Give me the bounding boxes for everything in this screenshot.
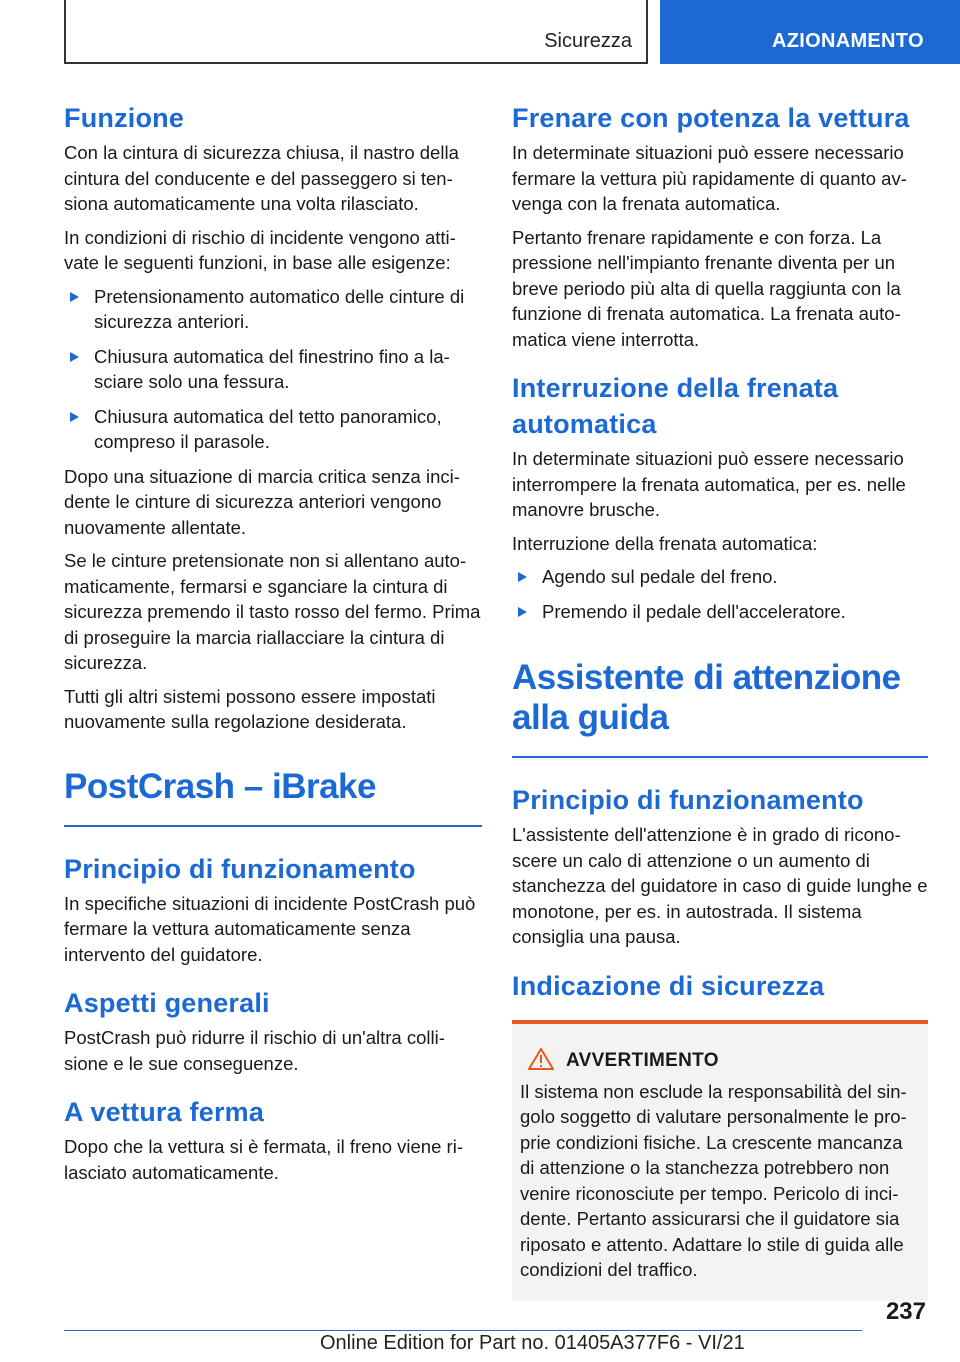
warning-box [512, 1020, 928, 1301]
funzione-bullet-list [64, 284, 482, 455]
aspetti-generali-text: PostCrash può ridurre il rischio di un'altra collisione e le sue conseguenze. [64, 1027, 445, 1074]
list-item: Chiusura automatica del finestrino fino a lasciare solo una fessura. [64, 344, 482, 395]
triangle-bullet-icon [518, 607, 527, 617]
postcrash-heading-wrap [64, 767, 482, 827]
triangle-bullet-icon [518, 572, 527, 582]
list-item: Pretensionamento automatico delle cinture di sicurezza anteriori. [64, 284, 482, 335]
right-column [512, 100, 928, 1301]
funzione-paragraph-4: Se le cinture pretensionate non si allentano automaticamente, fermarsi e sganciare la cintura di sicurezza premendo il tasto rosso del fermo. Prima di proseguire la marcia riallacciare la cintura di sicurezza. [64, 550, 481, 673]
warning-triangle-icon [528, 1048, 554, 1075]
postcrash-principio-heading: Principio di funzionamento [64, 853, 416, 884]
funzione-paragraph-2: In condizioni di rischio di incidente vengono attivate le seguenti funzioni, in base alle esigenze: [64, 226, 456, 273]
triangle-bullet-icon [70, 412, 79, 422]
interruzione-heading: Interruzione della frenata automatica [512, 373, 839, 439]
triangle-bullet-icon [70, 352, 79, 362]
interruzione-paragraph-2: Interruzione della frenata automatica: [512, 532, 818, 554]
page-number: 237 [885, 1298, 926, 1325]
triangle-bullet-icon [70, 292, 79, 302]
interruzione-paragraph-1: In determinate situazioni può essere necessario interrompere la frenata automatica, per es. nelle manovre brusche. [512, 448, 906, 520]
postcrash-heading: PostCrash – iBrake [64, 766, 376, 806]
funzione-heading: Funzione [64, 103, 185, 133]
header-chapter-tab [660, 0, 960, 64]
list-item: Agendo sul pedale del freno. [512, 564, 928, 590]
funzione-paragraph-1: Con la cintura di sicurezza chiusa, il nastro della cintura del conducente e del passeggero si tensiona automaticamente una volta rilasciato. [64, 142, 459, 214]
list-item: Premendo il pedale dell'acceleratore. [512, 599, 928, 625]
assistente-principio-text: L'assistente dell'attenzione è in grado di riconoscere un calo di attenzione o un aumento di stanchezza del guidatore in caso di guide lunghe e monotone, per es. in autostrada. Il sistema consiglia una pausa. [512, 824, 928, 947]
list-item: Chiusura automatica del tetto panoramico, compreso il parasole. [64, 404, 482, 455]
header-chapter-title: AZIONAMENTO [772, 30, 924, 52]
vettura-ferma-heading: A vettura ferma [64, 1097, 265, 1127]
frenare-paragraph-1: In determinate situazioni può essere necessario fermare la vettura più rapidamente di quanto avvenga con la frenata automatica. [512, 142, 907, 214]
header-section-title: Sicurezza [544, 30, 632, 52]
footer-divider [64, 1330, 862, 1331]
interruzione-bullet-list [512, 564, 928, 624]
warning-header [528, 1048, 920, 1075]
assistente-heading-wrap [512, 658, 928, 758]
footer-edition-text: Online Edition for Part no. 01405A377F6 - VI/21 [320, 1332, 745, 1354]
postcrash-principio-text: In specifiche situazioni di incidente PostCrash può fermare la vettura automaticamente senza intervento del guidatore. [64, 892, 476, 965]
header-left-box [64, 0, 648, 64]
warning-title: AVVERTIMENTO [566, 1050, 719, 1071]
assistente-heading: Assistente di attenzione alla guida [512, 658, 901, 737]
assistente-principio-heading: Principio di funzionamento [512, 785, 864, 815]
aspetti-generali-heading: Aspetti generali [64, 988, 270, 1018]
frenare-paragraph-2: Pertanto frenare rapidamente e con forza. La pressione nell'impianto frenante diventa per un breve periodo più alta di quella raggiunta con la funzione di frenata automatica. La frenata automatica viene interrotta. [512, 226, 901, 350]
frenare-heading: Frenare con potenza la vettura [512, 103, 910, 133]
funzione-paragraph-3: Dopo una situazione di marcia critica senza incidente le cinture di sicurezza anteriori vengono nuovamente allentate. [64, 465, 460, 538]
left-column [64, 100, 482, 1193]
vettura-ferma-text: Dopo che la vettura si è fermata, il freno viene rilasciato automaticamente. [64, 1136, 463, 1183]
warning-text: Il sistema non esclude la responsabilità del singolo soggetto di valutare personalmente le proprie condizioni fisiche. La crescente mancanza di attenzione o la stanchezza potrebbero non venire riconosciute per tempo. Pericolo di incidente. Pertanto assicurarsi che il guidatore sia riposato e attento. Adattare lo stile di guida alle condizioni del traffico. [520, 1080, 907, 1280]
funzione-paragraph-5: Tutti gli altri sistemi possono essere impostati nuovamente sulla regolazione desiderata. [64, 685, 436, 732]
indicazione-sicurezza-heading: Indicazione di sicurezza [512, 970, 825, 1001]
